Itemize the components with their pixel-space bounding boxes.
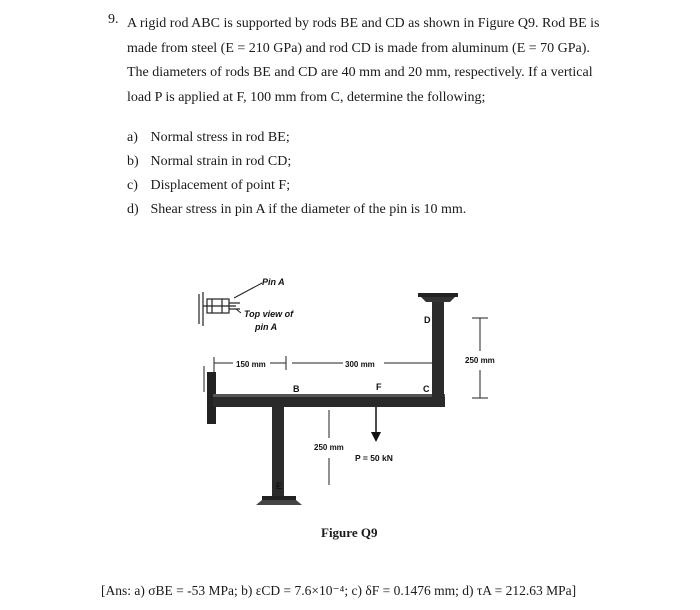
top-view-label: Top view of xyxy=(244,309,294,319)
dim-cd-label: 250 mm xyxy=(465,356,495,365)
label-f: F xyxy=(376,382,382,392)
part-a: a) Normal stress in rod BE; xyxy=(127,130,290,145)
part-d: d) Shear stress in pin A if the diameter of the pin is 10 mm. xyxy=(127,202,467,217)
pin-top-view xyxy=(199,292,240,326)
label-d: D xyxy=(424,315,431,325)
pin-leader xyxy=(234,283,262,298)
load-label: P = 50 kN xyxy=(355,453,393,463)
label-e: E xyxy=(276,481,283,491)
part-b: b) Normal strain in rod CD; xyxy=(127,154,292,169)
dim-bc-label: 300 mm xyxy=(345,360,375,369)
question-line: made from steel (E = 210 GPa) and rod CD is made from aluminum (E = 70 GPa). xyxy=(127,40,590,56)
answer-line: [Ans: a) σBE = -53 MPa; b) εCD = 7.6×10⁻⁴; c) δF = 0.1476 mm; d) τA = 212.63 MPa] xyxy=(101,583,577,598)
dim-be-label: 250 mm xyxy=(314,443,344,452)
question-line: A rigid rod ABC is supported by rods BE and CD as shown in Figure Q9. Rod BE is xyxy=(127,16,600,31)
label-b: B xyxy=(293,384,300,394)
part-c: c) Displacement of point F; xyxy=(127,178,291,193)
question-line: The diameters of rods BE and CD are 40 mm and 20 mm, respectively. If a vertical xyxy=(127,65,593,80)
label-c: C xyxy=(423,384,430,394)
top-view-label: pin A xyxy=(255,322,278,332)
dim-ab-label: 150 mm xyxy=(236,360,266,369)
question-line: load P is applied at F, 100 mm from C, determine the following; xyxy=(127,89,486,105)
pin-label: Pin A xyxy=(262,277,285,287)
question-number: 9. xyxy=(108,12,119,27)
rod-cd xyxy=(432,300,444,400)
figure-caption: Figure Q9 xyxy=(321,525,378,540)
